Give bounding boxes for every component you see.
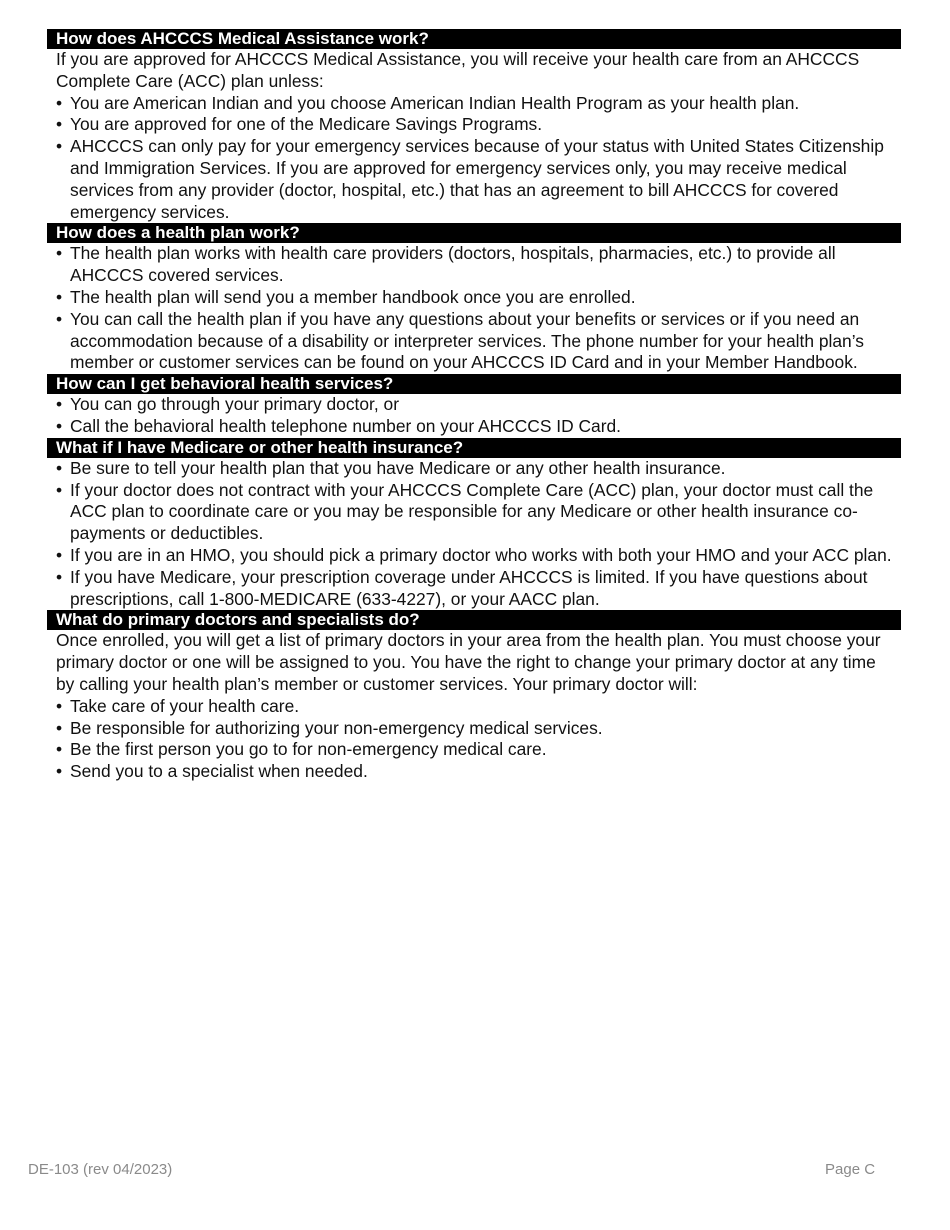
bullet-icon: •: [56, 114, 63, 135]
list-item: [47, 93, 901, 115]
bullet-icon: •: [56, 136, 63, 157]
list-item-text: You can go through your primary doctor, or: [70, 394, 400, 415]
section-header: How can I get behavioral health services?: [47, 374, 901, 394]
bullet-icon: •: [56, 415, 63, 436]
section-health-plan: [47, 223, 901, 374]
document-body: [47, 29, 901, 783]
list-item: [47, 416, 901, 438]
bullet-icon: •: [56, 92, 63, 113]
bullet-icon: •: [56, 308, 63, 329]
section-header: How does a health plan work?: [47, 223, 901, 243]
bullet-list: [47, 394, 901, 438]
section-primary-doctors: [47, 610, 901, 783]
list-item: [47, 761, 901, 783]
form-id: DE-103 (rev 04/2023): [28, 1161, 173, 1178]
section-header: What if I have Medicare or other health insurance?: [47, 438, 901, 458]
bullet-icon: •: [56, 544, 63, 565]
list-item: [47, 718, 901, 740]
bullet-icon: •: [56, 717, 63, 738]
page-number: Page C: [825, 1161, 876, 1178]
bullet-icon: •: [56, 695, 63, 716]
list-item-text: The health plan will send you a member handbook once you are enrolled.: [70, 286, 636, 307]
list-item-text: You can call the health plan if you have any questions about your benefits or services or if you need an accommodation because of a disability or interpreter services. The phone number for your health plan’s member or customer services can be found on your AHCCCS ID Card and in your Member Handbook.: [70, 308, 864, 373]
bullet-list: [47, 458, 901, 611]
section-intro: If you are approved for AHCCCS Medical Assistance, you will receive your health care from an AHCCCS Complete Care (ACC) plan unless:: [56, 49, 860, 91]
section-header: What do primary doctors and specialists do?: [47, 610, 901, 630]
section-header: How does AHCCCS Medical Assistance work?: [47, 29, 901, 49]
list-item: [47, 739, 901, 761]
list-item-text: AHCCCS can only pay for your emergency services because of your status with United States Citizenship and Immigration Services. If you are approved for emergency services only, you may receive medical services from any provider (doctor, hospital, etc.) that has an agreement to bill AHCCCS for covered emergency services.: [70, 136, 884, 222]
list-item-text: If you have Medicare, your prescription coverage under AHCCCS is limited. If you have questions about prescriptions, call 1-800-MEDICARE (633-4227), or your AACC plan.: [70, 566, 868, 609]
list-item-text: Send you to a specialist when needed.: [70, 761, 368, 782]
bullet-icon: •: [56, 739, 63, 760]
bullet-list: [47, 243, 901, 374]
list-item-text: Call the behavioral health telephone number on your AHCCCS ID Card.: [70, 415, 622, 436]
list-item: [47, 458, 901, 480]
list-item-text: Be responsible for authorizing your non-emergency medical services.: [70, 717, 603, 738]
list-item-text: Take care of your health care.: [70, 695, 300, 716]
list-item-text: If your doctor does not contract with your AHCCCS Complete Care (ACC) plan, your doctor must call the ACC plan to coordinate care or you may be responsible for any Medicare or other health insurance co-payments or deductibles.: [70, 479, 874, 544]
section-behavioral-health: [47, 374, 901, 438]
list-item: [47, 394, 901, 416]
list-item: [47, 567, 901, 611]
bullet-icon: •: [56, 243, 63, 264]
list-item: [47, 136, 901, 223]
bullet-icon: •: [56, 479, 63, 500]
list-item-text: You are American Indian and you choose American Indian Health Program as your health plan.: [70, 92, 800, 113]
list-item: [47, 287, 901, 309]
list-item-text: Be the first person you go to for non-emergency medical care.: [70, 739, 547, 760]
bullet-icon: •: [56, 457, 63, 478]
list-item: [47, 696, 901, 718]
list-item-text: You are approved for one of the Medicare Savings Programs.: [70, 114, 543, 135]
bullet-icon: •: [56, 286, 63, 307]
bullet-icon: •: [56, 761, 63, 782]
list-item: [47, 309, 901, 374]
bullet-list: [47, 93, 901, 224]
list-item-text: Be sure to tell your health plan that you have Medicare or any other health insurance.: [70, 457, 726, 478]
list-item: [47, 480, 901, 545]
section-ahcccs-medical-assistance: [47, 29, 901, 223]
bullet-list: [47, 696, 901, 783]
list-item-text: The health plan works with health care providers (doctors, hospitals, pharmacies, etc.) to provide all AHCCCS covered services.: [70, 243, 836, 286]
list-item: [47, 114, 901, 136]
section-intro: Once enrolled, you will get a list of primary doctors in your area from the health plan. You must choose your primary doctor or one will be assigned to you. You have the right to change your primary doctor at any time by calling your health plan’s member or customer services. Your primary doctor will:: [56, 630, 881, 694]
bullet-icon: •: [56, 394, 63, 415]
list-item: [47, 545, 901, 567]
list-item: [47, 243, 901, 287]
section-medicare-other-insurance: [47, 438, 901, 611]
list-item-text: If you are in an HMO, you should pick a primary doctor who works with both your HMO and your ACC plan.: [70, 544, 892, 565]
bullet-icon: •: [56, 566, 63, 587]
